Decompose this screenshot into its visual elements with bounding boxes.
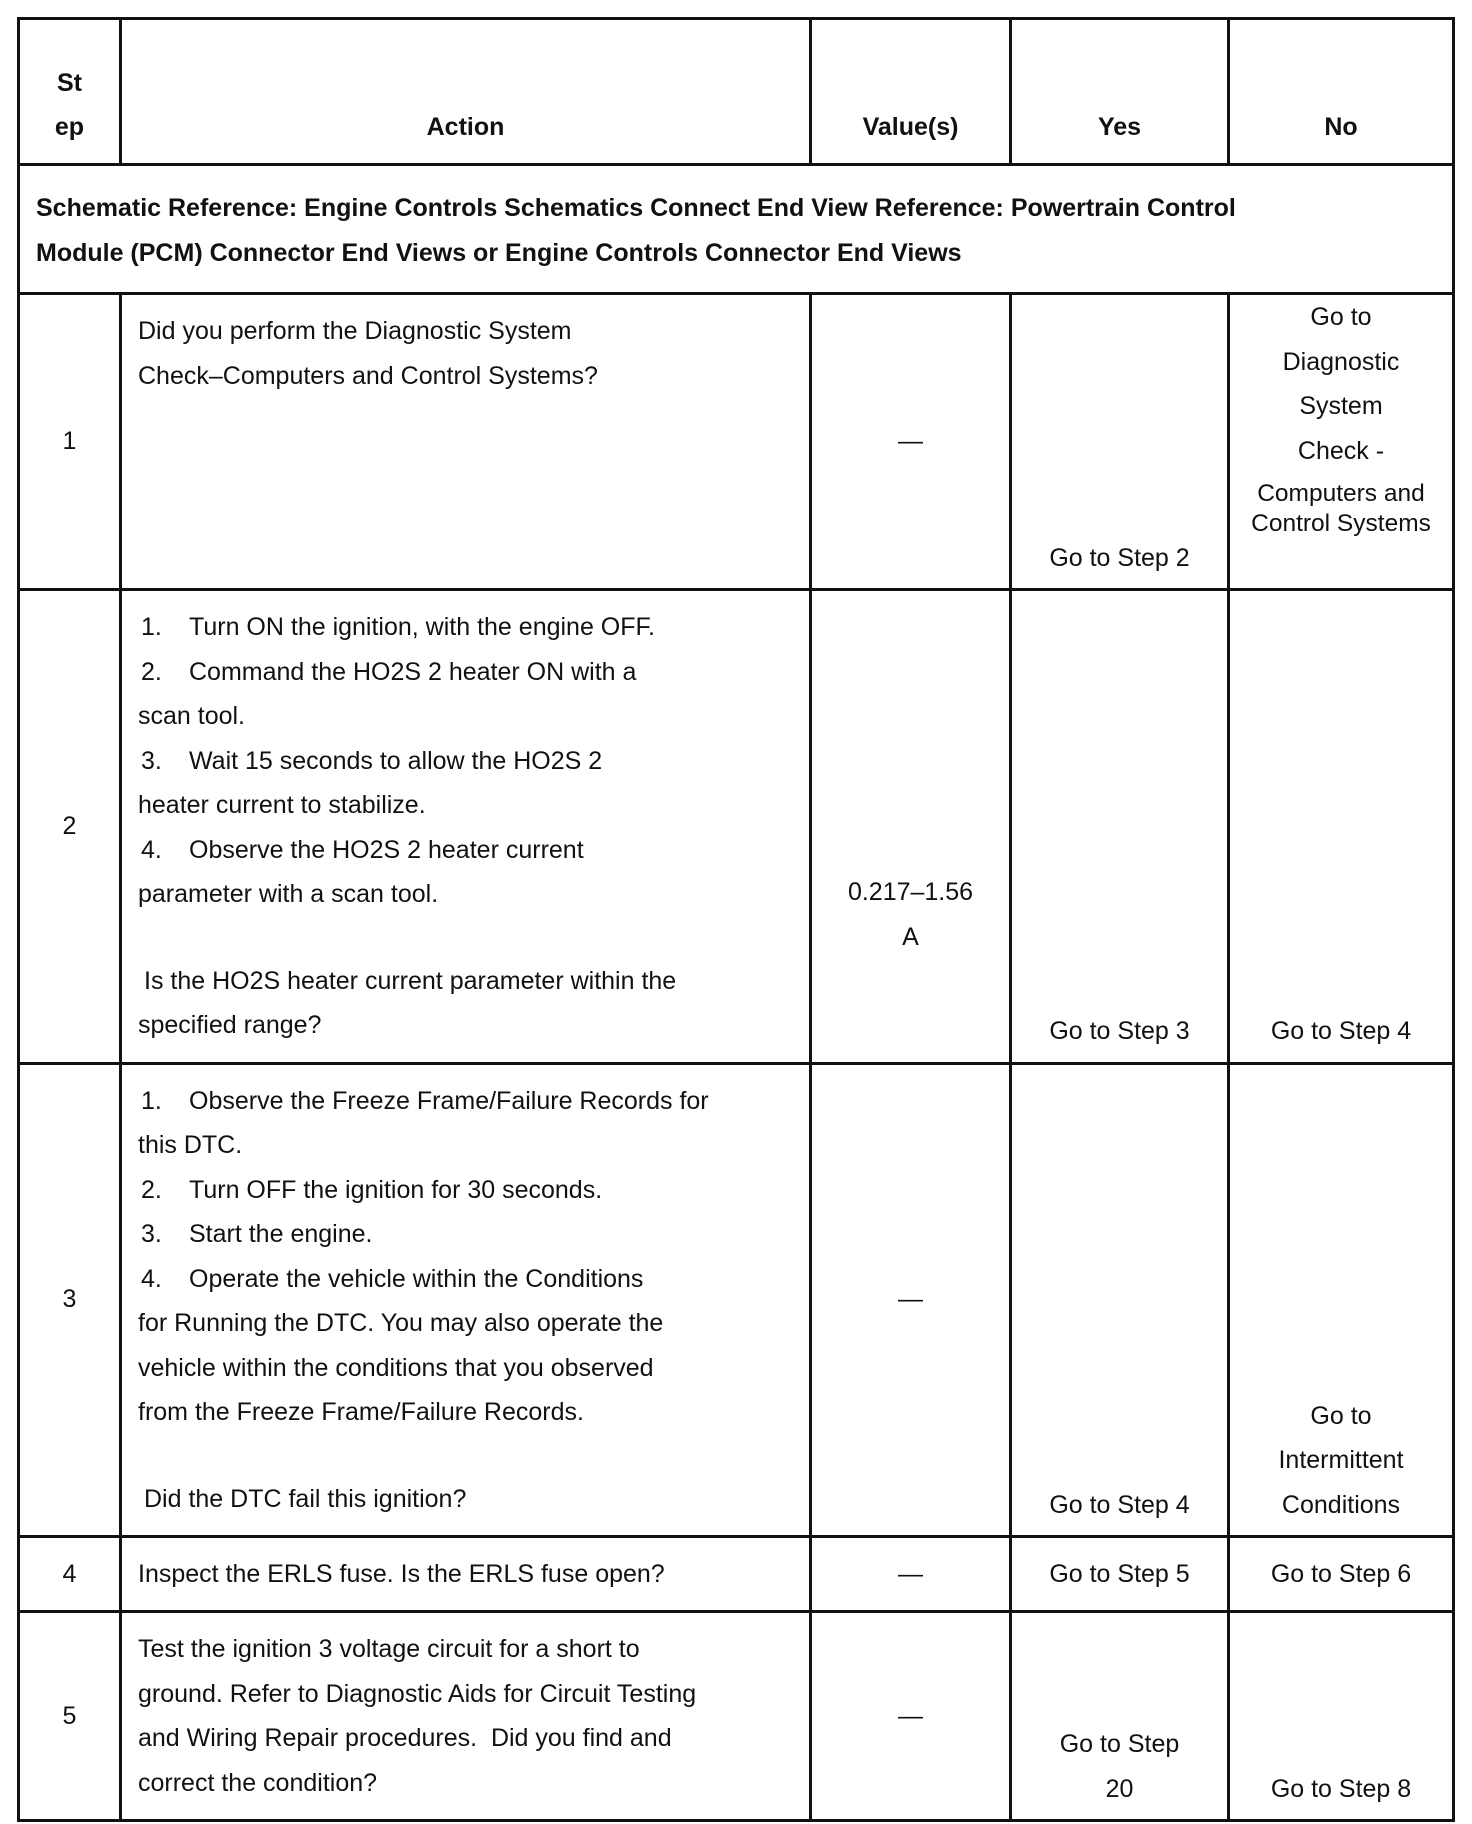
reference-line2: Module (PCM) Connector End Views or Engine Controls Connector End Views <box>36 239 962 267</box>
action-text: Inspect the ERLS fuse. Is the ERLS fuse open? <box>121 1537 811 1612</box>
no-link[interactable]: Go to Step 8 <box>1229 1612 1454 1821</box>
no-line: Check - <box>1297 436 1385 465</box>
header-step-line1: St <box>57 69 82 97</box>
header-step <box>19 19 121 165</box>
no-line: Diagnostic <box>1282 347 1400 376</box>
action-line: Did you perform the Diagnostic System <box>138 317 572 345</box>
list-item: 1. Observe the Freeze Frame/Failure Records for <box>141 1086 709 1115</box>
list-item-continuation: heater current to stabilize. <box>138 791 426 819</box>
list-item: 2. Command the HO2S 2 heater ON with a <box>141 657 637 686</box>
action-text <box>121 1612 811 1821</box>
no-line: Intermittent <box>1278 1446 1404 1474</box>
header-row <box>19 19 1454 165</box>
reference-row <box>19 165 1454 294</box>
action-text <box>121 590 811 1064</box>
action-line: ground. Refer to Diagnostic Aids for Circuit Testing <box>138 1679 697 1708</box>
value-text: — <box>811 1537 1011 1612</box>
header-no: No <box>1229 19 1454 165</box>
no-line: Go to <box>1310 303 1372 331</box>
reference-line1: Schematic Reference: Engine Controls Schematics Connect End View Reference: Powertrain Control <box>36 194 1236 222</box>
action-text <box>121 294 811 590</box>
question-text: Did the DTC fail this ignition? <box>144 1484 467 1513</box>
no-line: Control Systems <box>1251 510 1431 537</box>
header-action: Action <box>121 19 811 165</box>
no-line: Computers and <box>1257 480 1425 507</box>
action-line: correct the condition? <box>138 1768 378 1797</box>
no-line: Conditions <box>1281 1490 1401 1519</box>
yes-link[interactable]: Go to Step 3 <box>1011 590 1229 1064</box>
value-text: — <box>811 1612 1011 1821</box>
no-line: System <box>1299 392 1383 420</box>
yes-link[interactable]: Go to Step 2 <box>1011 294 1229 590</box>
value-text: — <box>811 1063 1011 1537</box>
action-text <box>121 1063 811 1537</box>
list-item: 4. Operate the vehicle within the Conditions <box>141 1264 644 1293</box>
step-number: 3 <box>19 1063 121 1537</box>
list-item-continuation: vehicle within the conditions that you observed <box>138 1353 654 1382</box>
list-item-continuation: parameter with a scan tool. <box>138 880 439 908</box>
table-row <box>19 294 1454 590</box>
header-yes: Yes <box>1011 19 1229 165</box>
list-item: 3. Wait 15 seconds to allow the HO2S 2 <box>141 746 603 775</box>
action-line: Check–Computers and Control Systems? <box>138 361 598 390</box>
yes-link[interactable]: Go to Step 20 <box>1011 1612 1229 1821</box>
schematic-reference <box>19 165 1454 294</box>
list-item: 4. Observe the HO2S 2 heater current <box>141 835 584 864</box>
table-row <box>19 590 1454 1064</box>
table-row <box>19 1063 1454 1537</box>
yes-link[interactable]: Go to Step 5 <box>1011 1537 1229 1612</box>
header-values: Value(s) <box>811 19 1011 165</box>
yes-link[interactable]: Go to Step 4 <box>1011 1063 1229 1537</box>
value-text: — <box>811 294 1011 590</box>
no-link[interactable] <box>1229 1063 1454 1537</box>
no-line: Go to <box>1310 1401 1372 1430</box>
list-item: 3. Start the engine. <box>141 1220 373 1248</box>
no-link[interactable]: Go to Step 4 <box>1229 590 1454 1064</box>
list-item-continuation: scan tool. <box>138 702 246 730</box>
value-text: 0.217–1.56 A <box>811 590 1011 1064</box>
list-item-continuation: for Running the DTC. You may also operate the <box>138 1309 664 1337</box>
header-step-line2: ep <box>54 113 85 141</box>
no-link[interactable] <box>1229 294 1454 590</box>
list-item: 2. Turn OFF the ignition for 30 seconds. <box>141 1175 603 1204</box>
step-number: 4 <box>19 1537 121 1612</box>
action-line: and Wiring Repair procedures. Did you find and <box>138 1724 672 1752</box>
action-line: Test the ignition 3 voltage circuit for a short to <box>138 1635 640 1663</box>
list-item-continuation: this DTC. <box>138 1131 243 1159</box>
table-row <box>19 1537 1454 1612</box>
step-number: 5 <box>19 1612 121 1821</box>
diagnostic-table <box>17 17 1455 1822</box>
step-number: 1 <box>19 294 121 590</box>
question-text: Is the HO2S heater current parameter within the specified range? <box>138 966 677 1039</box>
list-item: 1. Turn ON the ignition, with the engine OFF. <box>141 613 655 641</box>
table-row <box>19 1612 1454 1821</box>
step-number: 2 <box>19 590 121 1064</box>
list-item-continuation: from the Freeze Frame/Failure Records. <box>138 1398 584 1426</box>
no-link[interactable]: Go to Step 6 <box>1229 1537 1454 1612</box>
